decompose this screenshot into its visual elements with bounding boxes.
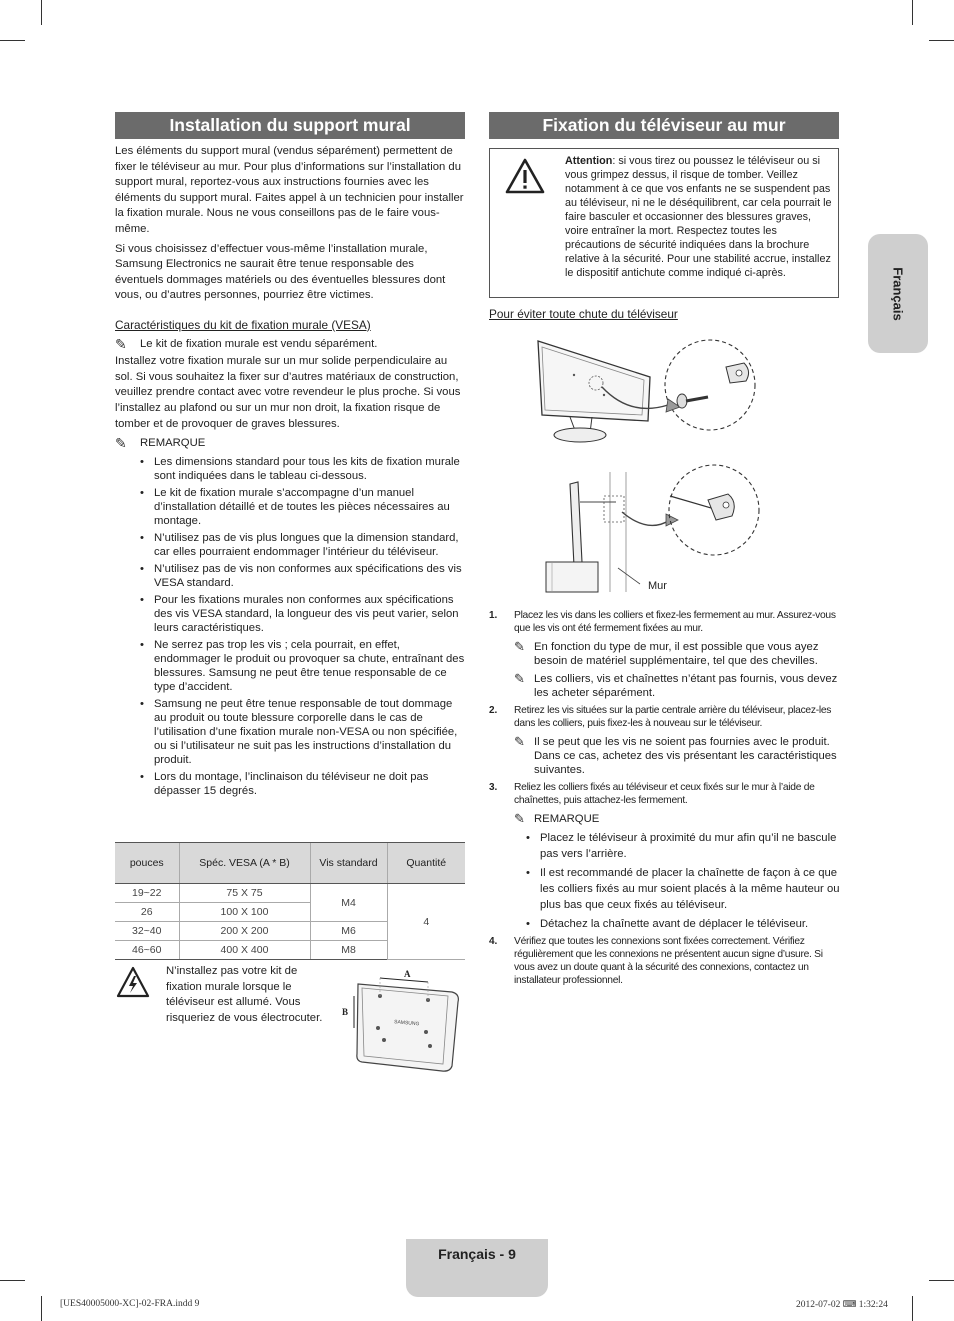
list-item: • Placez le téléviseur à proximité du mur afin qu’il ne bascule pas vers l’arrière. xyxy=(526,830,841,862)
step-number: 4. xyxy=(489,936,498,947)
crop-mark xyxy=(41,0,42,25)
tv-side-wall-illustration xyxy=(540,462,775,597)
cell: M8 xyxy=(310,941,387,960)
list-item: • Pour les fixations murales non conformes aux spécifications des vis VESA standard, la longueur des vis peut varier, selon leurs caractéristiques. xyxy=(140,593,465,635)
wall-label: Mur xyxy=(648,580,667,592)
list-item: • Ne serrez pas trop les vis ; cela pourrait, en effet, endommager le produit ou provoquer sa chute, entraînant des blessures. Samsung ne peut être tenue responsable de ce type d’accident. xyxy=(140,638,465,694)
pencil-note-icon: ✎ xyxy=(514,734,525,749)
note-text: Le kit de fixation murale est vendu séparément. xyxy=(140,337,378,350)
language-side-tab xyxy=(868,234,928,353)
diagram-label-a: A xyxy=(404,969,411,979)
pencil-note-icon: ✎ xyxy=(115,335,127,352)
crop-mark xyxy=(929,1280,954,1281)
remarque-heading xyxy=(514,812,841,826)
tv-front-bracket-illustration xyxy=(530,335,775,460)
step-text: Placez les vis dans les colliers et fixez-les fermement au mur. Assurez-vous que les vis ont été fermement fixées au mur. xyxy=(514,610,836,634)
list-item: • Samsung ne peut être tenue responsable de tout dommage au produit ou toute blessure corporelle dans le cas de l’utilisation d’une fixation murale non-VESA ou non spécifiée, ou si l’utilisateur ne suit pas les instructions d’installation du produit. xyxy=(140,697,465,767)
pencil-note-icon: ✎ xyxy=(514,811,525,826)
intro-paragraph: Les éléments du support mural (vendus séparément) permettent de fixer le téléviseur au mur. Pour plus d’informations sur l’installation du support mural, reportez-vous aux instructions fournies avec les éléments du support mural. Faites appel à un technicien pour installer la fixation murale. Nous ne vous conseillons pas de le faire vous-même. xyxy=(115,145,464,235)
step-1 xyxy=(489,609,841,635)
anti-fall-subheading: Pour éviter toute chute du téléviseur xyxy=(489,307,678,321)
step-3 xyxy=(489,781,841,807)
diagram-brand-label: SAMSUNG xyxy=(393,1019,420,1028)
step-4 xyxy=(489,935,841,987)
remarque-label: REMARQUE xyxy=(534,813,600,825)
pencil-note-icon: ✎ xyxy=(115,435,127,452)
cell: 19~22 xyxy=(115,884,179,903)
list-item: • Il est recommandé de placer la chaînette de façon à ce que les colliers fixés au mur soient placés à la même hauteur ou plus bas que ceux fixés au téléviseur. xyxy=(526,865,841,913)
section-header-wall-mount: Installation du support mural xyxy=(115,112,465,139)
table-row xyxy=(115,884,465,903)
cell-m4: M4 xyxy=(310,884,387,922)
steps-list xyxy=(489,609,841,992)
footer-timestamp: 2012-07-02 ⌨ 1:32:24 xyxy=(796,1300,888,1310)
step-2 xyxy=(489,704,841,730)
liability-paragraph: Si vous choisissez d’effectuer vous-même l’installation murale, Samsung Electronics ne saurait être tenue responsable des éventuels dommages matériels ou des éventuelles blessures dont vous, ou d’autres personnes, pourriez être victimes. xyxy=(115,242,446,302)
tv-back-vesa-diagram xyxy=(340,966,465,1076)
note-extra-hardware xyxy=(514,640,841,668)
table-header-row xyxy=(115,843,465,884)
vesa-subheading: Caractéristiques du kit de fixation murale (VESA) xyxy=(115,317,371,332)
crop-mark xyxy=(41,1296,42,1321)
cell: 46~60 xyxy=(115,941,179,960)
remarque-list xyxy=(526,830,841,932)
list-item: • Les dimensions standard pour tous les kits de fixation murale sont indiquées dans le tableau ci-dessous. xyxy=(140,455,465,483)
pencil-note-icon: ✎ xyxy=(514,639,525,654)
note-text: Les colliers, vis et chaînettes n’étant pas fournis, vous devez les acheter séparément. xyxy=(534,673,838,699)
cell: 75 X 75 xyxy=(179,884,310,903)
install-paragraph: Installez votre fixation murale sur un mur solide perpendiculaire au sol. Si vous souhaitez la fixer sur d’autres matériaux de construction, veuillez prendre contact avec votre revendeur le plus proche. Si vous l’installez au plafond ou sur un mur non droit, la fixation risque de tomber et de provoquer de graves blessures. xyxy=(115,355,461,430)
footer-filename: [UES40005000-XC]-02-FRA.indd 9 xyxy=(60,1299,200,1309)
attention-text xyxy=(565,154,833,280)
pencil-note-icon: ✎ xyxy=(514,671,525,686)
col-header-vesa: Spéc. VESA (A * B) xyxy=(179,843,310,884)
attention-body: : si vous tirez ou poussez le téléviseur ou si vous grimpez dessus, il risque de tomber. Veillez notamment à ce que vos enfants ne se suspendent pas au téléviseur, ni ne le déséquilibrent, car cela pourrait le faire basculer et occasionner des blessures graves, voire entraîner la mort. Respectez toutes les précautions de sécurité indiquées dans la brochure relative à la sécurité. Pour une stabilité accrue, installez le dispositif antichute comme indiqué ci-après. xyxy=(565,155,832,279)
note-text: En fonction du type de mur, il est possible que vous ayez besoin de matériel supplémentaire, tel que des chevilles. xyxy=(534,641,819,667)
step-number: 1. xyxy=(489,610,498,621)
crop-mark xyxy=(912,1296,913,1321)
cell: 200 X 200 xyxy=(179,922,310,941)
cell: 32~40 xyxy=(115,922,179,941)
crop-mark xyxy=(0,1280,25,1281)
note-text: Il se peut que les vis ne soient pas fournies avec le produit. Dans ce cas, achetez des vis présentant les caractéristiques suivantes. xyxy=(534,736,837,776)
list-item: • Le kit de fixation murale s’accompagne d’un manuel d’installation détaillé et de toutes les pièces nécessaires au montage. xyxy=(140,486,465,528)
col-header-screw: Vis standard xyxy=(310,843,387,884)
step-text: Retirez les vis situées sur la partie centrale arrière du téléviseur, placez-les dans les colliers, puis fixez-les à nouveau sur le téléviseur. xyxy=(514,705,832,729)
step-text: Reliez les colliers fixés au téléviseur et ceux fixés sur le mur à l’aide de chaînettes, puis attachez-les fermement. xyxy=(514,782,815,806)
list-item: • Lors du montage, l’inclinaison du téléviseur ne doit pas dépasser 15 degrés. xyxy=(140,770,465,798)
note-not-supplied xyxy=(514,672,841,700)
list-item: • Détachez la chaînette avant de déplacer le téléviseur. xyxy=(526,916,841,932)
attention-label: Attention xyxy=(565,155,613,167)
page-number-tab xyxy=(406,1239,548,1297)
cell: 100 X 100 xyxy=(179,903,310,922)
col-header-qty: Quantité xyxy=(387,843,465,884)
crop-mark xyxy=(912,0,913,25)
page-number-label: Français - 9 xyxy=(438,1246,516,1262)
step-number: 3. xyxy=(489,782,498,793)
list-item: • N’utilisez pas de vis plus longues que la dimension standard, car elles pourraient endommager l’intérieur du téléviseur. xyxy=(140,531,465,559)
vesa-spec-table xyxy=(115,842,465,960)
electric-shock-warning-icon xyxy=(116,966,150,998)
shock-warning-text: N’installez pas votre kit de fixation murale lorsque le téléviseur est allumé. Vous risqueriez de vous électrocuter. xyxy=(166,965,323,1024)
section-header-wall-attach: Fixation du téléviseur au mur xyxy=(489,112,839,139)
step-number: 2. xyxy=(489,705,498,716)
crop-mark xyxy=(0,40,25,41)
wall-mount-column xyxy=(115,144,465,801)
step-text: Vérifiez que toutes les connexions sont fixées correctement. Vérifiez régulièrement que les connexions ne présentent aucun signe d’usure. Si vous avez un doute quant à la sécurité des connexions, contactez un installateur professionnel. xyxy=(514,936,823,986)
cell: 400 X 400 xyxy=(179,941,310,960)
warning-triangle-icon xyxy=(504,157,546,195)
language-side-tab-label: Français xyxy=(890,266,906,321)
note-sold-separately xyxy=(115,337,465,353)
cell: 26 xyxy=(115,903,179,922)
list-item: • N’utilisez pas de vis non conformes aux spécifications des vis VESA standard. xyxy=(140,562,465,590)
crop-mark xyxy=(929,40,954,41)
note-screws xyxy=(514,735,841,777)
attention-box xyxy=(489,148,839,298)
diagram-label-b: B xyxy=(342,1007,349,1017)
remarque-label: REMARQUE xyxy=(140,437,206,450)
cell-qty: 4 xyxy=(387,884,465,960)
remarque-heading xyxy=(115,436,465,452)
cell: M6 xyxy=(310,922,387,941)
col-header-inches: pouces xyxy=(115,843,179,884)
remarque-list xyxy=(140,455,465,798)
